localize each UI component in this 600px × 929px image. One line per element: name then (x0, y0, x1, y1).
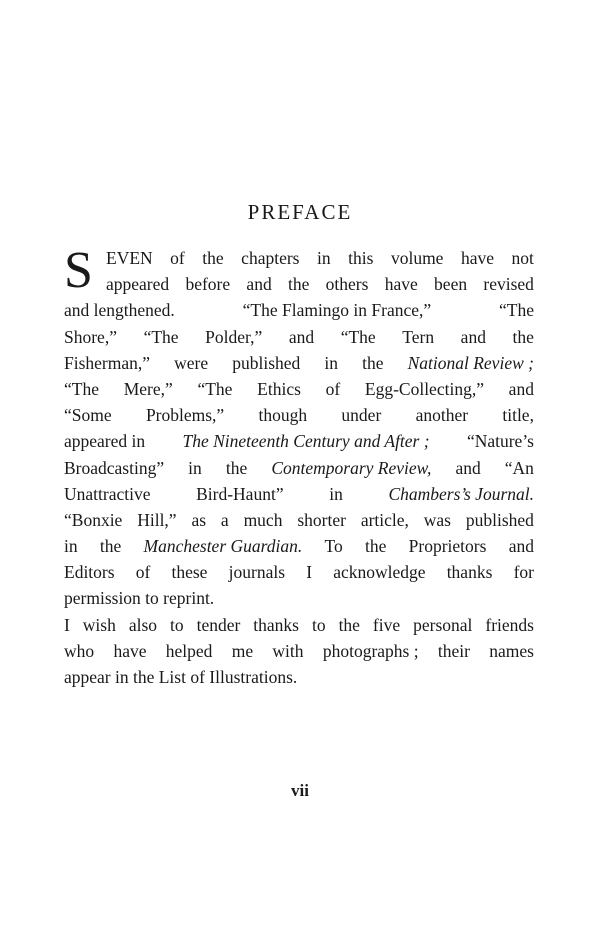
text-segment: “The (64, 378, 99, 399)
text-segment: in (329, 483, 343, 504)
text-segment: permission to reprint. (64, 588, 215, 609)
text-segment: chapters (241, 248, 300, 268)
page-number: vii (291, 781, 309, 800)
text-segment: Shore,” (64, 326, 117, 347)
text-segment: of (170, 248, 185, 268)
text-segment: under (341, 405, 382, 426)
text-segment: of (135, 562, 151, 583)
text-segment: “The (499, 300, 534, 321)
text-segment: and (455, 457, 481, 478)
text-segment: who (64, 640, 95, 661)
text-segment: the (287, 274, 310, 295)
text-segment: Polder,” (205, 326, 263, 347)
text-line (64, 324, 534, 350)
text-segment: appeared in (64, 431, 146, 452)
text-segment: I (306, 562, 313, 583)
text-segment: tender (196, 614, 241, 635)
text-segment: EVEN (106, 248, 153, 268)
text-segment: also (128, 614, 158, 635)
text-segment: appear in the List of Illustrations. (64, 667, 298, 687)
text-segment: have (460, 248, 495, 268)
text-segment: and lengthened. (64, 300, 175, 321)
text-segment: names (489, 640, 534, 661)
text-line (64, 402, 534, 428)
text-segment: in (324, 352, 339, 373)
text-segment: I (64, 614, 70, 635)
text-segment: have (113, 640, 147, 661)
text-segment: five (372, 614, 401, 635)
text-segment: of (325, 378, 341, 399)
text-segment: Mere,” (123, 378, 173, 399)
text-segment: Egg-Collecting,” (364, 378, 484, 399)
text-segment: the (512, 326, 534, 347)
text-segment: me (231, 640, 254, 661)
text-segment: in (64, 536, 78, 557)
text-segment: to (170, 614, 184, 635)
text-segment: wish (82, 614, 116, 635)
text-segment: to (311, 614, 326, 635)
text-segment: Contemporary Review, (271, 457, 432, 478)
text-segment: photographs ; (322, 640, 419, 661)
text-segment: another (415, 405, 469, 426)
text-segment: their (437, 640, 470, 661)
text-segment: with (272, 640, 304, 661)
text-segment: thanks (253, 614, 299, 635)
text-line (64, 271, 534, 297)
text-segment: “Nature’s (466, 431, 534, 452)
text-segment: title, (502, 405, 534, 426)
text-line (64, 585, 534, 611)
text-line (64, 428, 534, 454)
text-segment: “Some (64, 405, 112, 426)
text-segment: “The (197, 378, 233, 399)
text-segment: have (384, 274, 418, 295)
text-segment: revised (483, 274, 534, 295)
text-segment: published (465, 509, 534, 530)
drop-cap: S (64, 242, 93, 299)
text-segment: Hill,” (137, 509, 177, 530)
text-segment: article, (360, 509, 409, 530)
text-line (64, 455, 534, 481)
text-segment: “Bonxie (64, 509, 123, 530)
text-segment: and (508, 378, 534, 399)
text-segment: “The (340, 326, 376, 347)
text-segment: in (188, 457, 202, 478)
text-segment: the (362, 352, 384, 373)
text-segment: the (99, 536, 122, 557)
text-segment: helped (165, 640, 213, 661)
text-line (64, 350, 534, 376)
text-segment: To (324, 536, 343, 557)
preface-body (64, 242, 534, 690)
text-segment: Ethics (257, 378, 301, 399)
text-segment: Problems,” (145, 405, 225, 426)
text-segment: for (513, 562, 534, 583)
text-segment: the (225, 457, 248, 478)
text-line (64, 297, 534, 323)
text-segment: Bird-Haunt” (196, 483, 284, 504)
text-segment: Proprietors (408, 536, 487, 557)
text-line (64, 376, 534, 402)
text-segment: much (243, 509, 283, 530)
text-segment: “The Flamingo in France,” (242, 300, 432, 321)
text-line (64, 481, 534, 507)
text-segment: a (220, 509, 229, 530)
text-segment: volume (390, 248, 444, 268)
text-segment: been (434, 274, 468, 295)
text-line (64, 664, 534, 690)
text-segment: shorter (297, 509, 346, 530)
text-segment: the (365, 536, 387, 557)
text-segment: in (317, 248, 331, 268)
text-segment: thanks (446, 562, 493, 583)
text-segment: acknowledge (333, 562, 426, 583)
text-segment: and (288, 326, 315, 347)
text-segment: published (232, 352, 301, 373)
text-segment: Chambers’s Journal. (388, 483, 534, 504)
text-line (64, 559, 534, 585)
text-line (64, 638, 534, 664)
text-segment: these (171, 562, 208, 583)
text-segment: Tern (402, 326, 435, 347)
text-segment: the (338, 614, 360, 635)
text-segment: not (511, 248, 534, 268)
text-segment: Manchester Guardian. (143, 536, 303, 557)
text-segment: journals (228, 562, 286, 583)
text-segment: “An (504, 457, 534, 478)
text-segment: this (348, 248, 374, 268)
text-segment: and (508, 536, 534, 557)
text-line (64, 612, 534, 638)
text-segment: Unattractive (64, 483, 151, 504)
text-line (64, 533, 534, 559)
text-segment: appeared (106, 274, 170, 295)
text-segment: The Nineteenth Century and After ; (182, 431, 430, 452)
text-segment: Editors (64, 562, 115, 583)
text-segment: as (191, 509, 207, 530)
text-segment: National Review ; (407, 352, 534, 373)
text-segment: and (460, 326, 486, 347)
text-line (64, 507, 534, 533)
text-segment: though (258, 405, 308, 426)
text-segment: others (325, 274, 369, 295)
text-segment: was (423, 509, 451, 530)
text-segment: friends (485, 614, 534, 635)
text-segment: and (246, 274, 272, 295)
text-segment: personal (413, 614, 473, 635)
text-segment: were (174, 352, 209, 373)
page-title: PREFACE (247, 200, 353, 224)
text-segment: Broadcasting” (64, 457, 165, 478)
text-segment: before (185, 274, 231, 295)
text-line (64, 245, 534, 271)
text-segment: Fisherman,” (64, 352, 151, 373)
text-segment: “The (143, 326, 179, 347)
text-segment: the (202, 248, 224, 268)
